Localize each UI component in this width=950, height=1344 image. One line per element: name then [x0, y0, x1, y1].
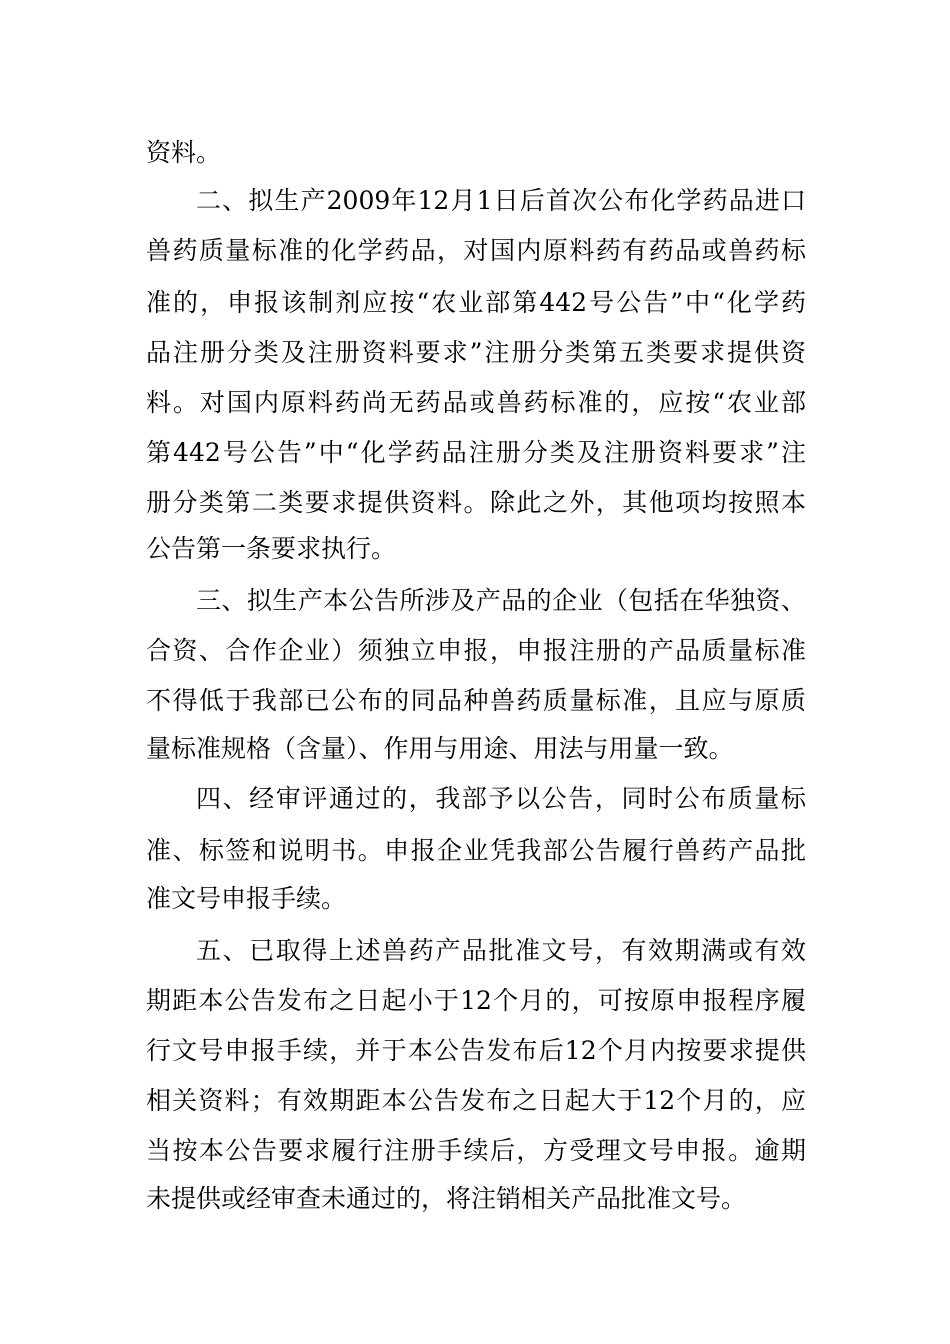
text-line: 合资、合作企业）须独立申报，申报注册的产品质量标准	[146, 636, 806, 665]
text-line: 量标准规格（含量）、作用与用途、用法与用量一致。	[146, 734, 734, 763]
text-line: 五、已取得上述兽药产品批准文号，有效期满或有效	[196, 936, 806, 965]
text-line: 准文号申报手续。	[146, 884, 347, 913]
text-line: 品注册分类及注册资料要求”注册分类第五类要求提供资	[146, 338, 806, 367]
text-line: 期距本公告发布之日起小于12个月的，可按原申报程序履	[146, 986, 806, 1015]
text-line: 当按本公告要求履行注册手续后，方受理文号申报。逾期	[146, 1136, 806, 1165]
text-line: 行文号申报手续，并于本公告发布后12个月内按要求提供	[146, 1036, 806, 1065]
text-line: 二、拟生产2009年12月1日后首次公布化学药品进口	[196, 186, 806, 215]
text-line: 相关资料；有效期距本公告发布之日起大于12个月的，应	[146, 1086, 806, 1115]
text-line: 四、经审评通过的，我部予以公告，同时公布质量标	[196, 784, 806, 813]
text-line: 资料。	[146, 138, 222, 167]
text-line: 准、标签和说明书。申报企业凭我部公告履行兽药产品批	[146, 836, 806, 865]
text-line: 第442号公告”中“化学药品注册分类及注册资料要求”注	[146, 438, 806, 467]
text-line: 未提供或经审查未通过的，将注销相关产品批准文号。	[146, 1184, 747, 1213]
text-line: 料。对国内原料药尚无药品或兽药标准的，应按“农业部	[146, 388, 806, 417]
text-line: 不得低于我部已公布的同品种兽药质量标准，且应与原质	[146, 686, 806, 715]
text-line: 准的，申报该制剂应按“农业部第442号公告”中“化学药	[146, 288, 806, 317]
text-line: 册分类第二类要求提供资料。除此之外，其他项均按照本	[146, 488, 806, 517]
text-line: 兽药质量标准的化学药品，对国内原料药有药品或兽药标	[146, 236, 806, 265]
text-line: 公告第一条要求执行。	[146, 534, 397, 563]
text-line: 三、拟生产本公告所涉及产品的企业（包括在华独资、	[196, 586, 806, 615]
